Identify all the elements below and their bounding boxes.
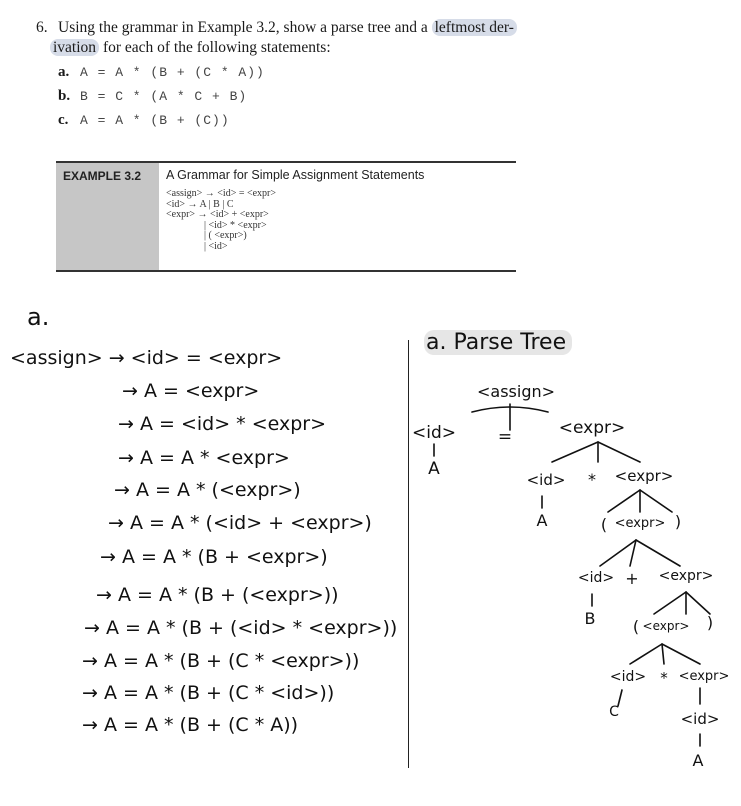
- grammar-rule: | <id> * <expr>: [204, 219, 267, 231]
- tree-node-rparen: ): [706, 613, 714, 632]
- tree-edge: [636, 540, 680, 566]
- tree-edge: [686, 592, 710, 614]
- tree-leaf-b: B: [584, 609, 596, 628]
- part-statement: A = A * (B + (C * A)): [80, 65, 265, 80]
- tree-edge: [552, 442, 598, 462]
- problem-number: 6.: [36, 19, 48, 36]
- derivation-step: → A = <id> * <expr>: [118, 413, 327, 435]
- problem-line-2-text: for each of the following statements:: [99, 39, 331, 56]
- derivation-step: <assign> → <id> = <expr>: [10, 347, 283, 369]
- tree-edge: [654, 592, 686, 614]
- part-statement: A = A * (B + (C)): [80, 113, 230, 128]
- tree-node-lparen: (: [600, 515, 608, 534]
- derivation-step: → A = A * (B + <expr>): [100, 546, 328, 568]
- tree-node-expr: <expr>: [558, 418, 626, 438]
- tree-node-equals: =: [497, 427, 513, 447]
- tree-node-id: <id>: [526, 471, 566, 489]
- grammar-rule: <id> → A | B | C: [166, 198, 234, 210]
- problem-line-1-text: Using the grammar in Example 3.2, show a parse tree and a: [58, 19, 432, 36]
- tree-node-expr: <expr>: [614, 467, 674, 485]
- tree-node-star: *: [660, 669, 668, 687]
- derivation-step: → A = A * (<expr>): [114, 479, 301, 501]
- tree-edge: [608, 490, 640, 512]
- tree-node-lparen: (: [632, 617, 640, 636]
- tree-node-expr: <expr>: [678, 669, 730, 684]
- grammar-rule: | <id>: [204, 240, 228, 252]
- tree-node-expr: <expr>: [658, 568, 714, 584]
- part-label: b.: [58, 88, 71, 104]
- highlight-ivation: ivation: [50, 39, 99, 56]
- handwritten-part-label: a.: [27, 303, 50, 331]
- tree-node-id: <id>: [680, 710, 720, 728]
- derivation-step: → A = A * (B + (<id> * <expr>)): [84, 617, 398, 639]
- part-statement: B = C * (A * C + B): [80, 89, 248, 104]
- part-label: c.: [58, 112, 69, 128]
- tree-edge: [630, 644, 662, 664]
- tree-edge: [598, 442, 640, 462]
- tree-edge: [662, 644, 700, 664]
- tree-node-assign: <assign>: [476, 382, 556, 401]
- derivation-step: → A = A * (B + (C * <id>)): [82, 682, 335, 704]
- parse-tree-title-text: a. Parse Tree: [424, 330, 572, 355]
- tree-leaf-c: C: [609, 704, 619, 720]
- derivation-step: → A = A * (B + (C * <expr>)): [82, 650, 360, 672]
- tree-node-expr: <expr>: [614, 516, 666, 531]
- example-tag: EXAMPLE 3.2: [63, 169, 142, 183]
- derivation-step: → A = A * (B + (<expr>)): [96, 584, 339, 606]
- tree-edge: [662, 644, 664, 664]
- tree-node-rparen: ): [674, 512, 682, 531]
- part-label: a.: [58, 64, 70, 80]
- derivation-step: → A = A * <expr>: [118, 447, 290, 469]
- derivation-step: → A = <expr>: [122, 380, 260, 402]
- tree-node-id: <id>: [609, 669, 647, 685]
- highlight-leftmost: leftmost der-: [432, 19, 517, 36]
- tree-node-id: <id>: [411, 423, 457, 443]
- tree-leaf-a: A: [692, 751, 704, 770]
- tree-leaf-a: A: [428, 459, 440, 479]
- grammar-rule: <expr> → <id> + <expr>: [166, 209, 269, 221]
- tree-node-star: *: [588, 470, 596, 489]
- tree-node-plus: +: [625, 569, 639, 588]
- derivation-step: → A = A * (B + (C * A)): [82, 714, 299, 736]
- tree-node-id: <id>: [577, 570, 615, 586]
- derivation-step: → A = A * (<id> + <expr>): [108, 512, 372, 534]
- grammar-rule: | ( <expr>): [204, 230, 247, 242]
- tree-edge: [640, 490, 672, 512]
- tree-leaf-a: A: [536, 511, 548, 530]
- tree-node-expr: <expr>: [642, 619, 690, 633]
- grammar-rule: <assign> → <id> = <expr>: [166, 188, 277, 199]
- example-title: A Grammar for Simple Assignment Statements: [166, 168, 425, 182]
